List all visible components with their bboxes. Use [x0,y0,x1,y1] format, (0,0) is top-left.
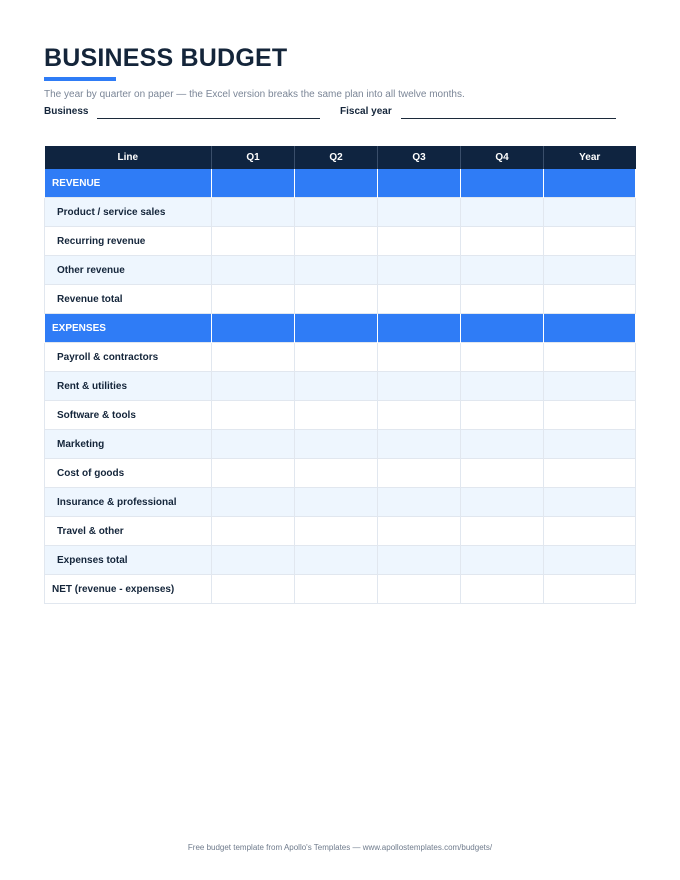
table-row [45,372,636,401]
entry-cell[interactable] [461,256,544,285]
table-row [45,401,636,430]
entry-cell[interactable] [461,517,544,546]
column-header-q4: Q4 [461,146,544,169]
entry-cell[interactable] [378,459,461,488]
entry-cell[interactable] [295,546,378,575]
row-label: Rent & utilities [45,372,212,401]
section-row-expenses [45,314,636,343]
entry-cell[interactable] [461,372,544,401]
entry-cell[interactable] [295,575,378,604]
entry-cell[interactable] [212,546,295,575]
entry-cell[interactable] [212,372,295,401]
entry-cell[interactable] [212,198,295,227]
column-header-q2: Q2 [295,146,378,169]
entry-cell[interactable] [378,372,461,401]
row-label: NET (revenue - expenses) [45,575,212,604]
entry-cell[interactable] [212,430,295,459]
entry-cell[interactable] [461,459,544,488]
row-label: Product / service sales [45,198,212,227]
entry-cell[interactable] [295,227,378,256]
table-row [45,488,636,517]
row-label: Revenue total [45,285,212,314]
table-row [45,198,636,227]
row-label: Payroll & contractors [45,343,212,372]
row-label: Cost of goods [45,459,212,488]
section-label: REVENUE [45,169,212,198]
entry-cell[interactable] [461,430,544,459]
row-label: Insurance & professional [45,488,212,517]
table-row [45,227,636,256]
entry-cell[interactable] [544,517,636,546]
table-row [45,430,636,459]
column-header-q3: Q3 [378,146,461,169]
entry-cell[interactable] [295,372,378,401]
business-label: Business [44,106,89,117]
entry-cell[interactable] [544,488,636,517]
entry-cell[interactable] [378,488,461,517]
entry-cell[interactable] [295,430,378,459]
entry-cell[interactable] [378,575,461,604]
section-label: EXPENSES [45,314,212,343]
title-underline [44,77,116,81]
table-row [45,343,636,372]
entry-cell[interactable] [461,285,544,314]
entry-cell[interactable] [378,256,461,285]
entry-cell[interactable] [295,285,378,314]
entry-cell[interactable] [212,256,295,285]
entry-cell[interactable] [378,546,461,575]
entry-cell[interactable] [461,546,544,575]
entry-cell[interactable] [212,517,295,546]
table-row [45,459,636,488]
table-row [45,256,636,285]
entry-cell[interactable] [295,343,378,372]
entry-cell[interactable] [295,198,378,227]
entry-cell[interactable] [295,488,378,517]
table-row [45,546,636,575]
row-label: Marketing [45,430,212,459]
page-title: BUSINESS BUDGET [44,44,288,72]
footer-credit: Free budget template from Apollo's Templates — www.apollostemplates.com/budgets/ [187,843,493,852]
entry-cell[interactable] [212,575,295,604]
entry-cell[interactable] [544,546,636,575]
entry-cell[interactable] [461,198,544,227]
entry-cell[interactable] [378,227,461,256]
entry-cell[interactable] [544,227,636,256]
entry-cell[interactable] [544,459,636,488]
entry-cell[interactable] [295,459,378,488]
column-header-line: Line [45,146,212,169]
entry-cell[interactable] [461,575,544,604]
entry-cell[interactable] [212,459,295,488]
section-row-revenue [45,169,636,198]
row-label: Other revenue [45,256,212,285]
entry-cell[interactable] [461,488,544,517]
table-row [45,517,636,546]
business-field[interactable] [97,118,320,119]
table-header-row [45,146,636,169]
entry-cell[interactable] [461,343,544,372]
entry-cell[interactable] [378,401,461,430]
entry-cell[interactable] [461,227,544,256]
entry-cell[interactable] [212,227,295,256]
row-label: Software & tools [45,401,212,430]
entry-cell[interactable] [212,343,295,372]
row-label: Recurring revenue [45,227,212,256]
entry-cell[interactable] [544,256,636,285]
entry-cell[interactable] [212,285,295,314]
fiscal-year-field[interactable] [401,118,616,119]
column-header-year: Year [544,146,636,169]
net-row [45,575,636,604]
entry-cell[interactable] [544,285,636,314]
entry-cell[interactable] [378,285,461,314]
table-row [45,285,636,314]
entry-cell[interactable] [378,198,461,227]
column-header-q1: Q1 [212,146,295,169]
entry-cell[interactable] [212,488,295,517]
entry-cell[interactable] [544,343,636,372]
entry-cell[interactable] [295,401,378,430]
row-label: Expenses total [45,546,212,575]
entry-cell[interactable] [544,430,636,459]
entry-cell[interactable] [544,198,636,227]
entry-cell[interactable] [461,401,544,430]
page-subtitle: The year by quarter on paper — the Excel version breaks the same plan into all twelve months. [44,89,465,100]
entry-cell[interactable] [295,517,378,546]
budget-table [44,146,636,604]
entry-cell[interactable] [378,517,461,546]
entry-cell[interactable] [378,430,461,459]
entry-cell[interactable] [378,343,461,372]
row-label: Travel & other [45,517,212,546]
fiscal-year-label: Fiscal year [340,106,392,117]
entry-cell[interactable] [295,256,378,285]
entry-cell[interactable] [544,575,636,604]
entry-cell[interactable] [544,372,636,401]
entry-cell[interactable] [544,401,636,430]
entry-cell[interactable] [212,401,295,430]
